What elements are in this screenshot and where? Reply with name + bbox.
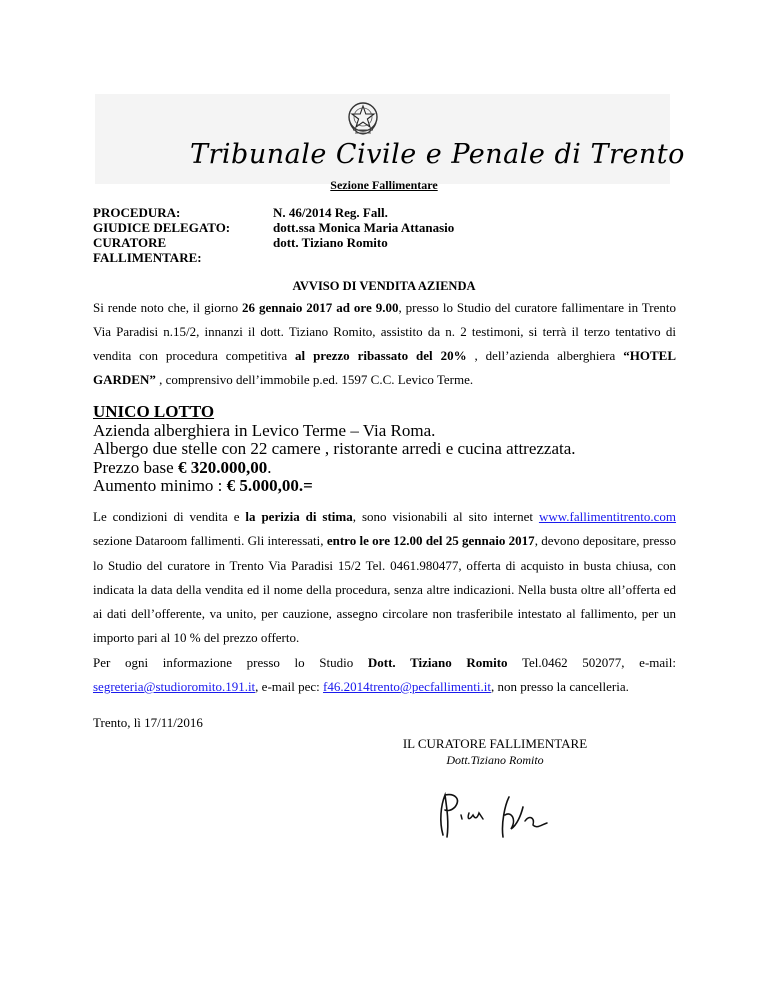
court-title: Tribunale Civile e Penale di Trento (190, 139, 685, 170)
notice-title: AVVISO DI VENDITA AZIENDA (292, 279, 476, 293)
curator-row (93, 235, 454, 265)
curator-label: CURATORE FALLIMENTARE: (93, 235, 202, 265)
email-link[interactable]: segreteria@studioromito.191.it (93, 679, 256, 694)
website-link[interactable]: www.fallimentitrento.com (538, 509, 677, 524)
judge-row (93, 220, 454, 235)
lot-line-1: Azienda alberghiera in Levico Terme – Via Roma. (93, 420, 436, 440)
judge-value: dott.ssa Monica Maria Attanasio (273, 220, 455, 235)
lot-price: Prezzo base € 320.000,00. (93, 457, 272, 477)
handwritten-signature (425, 785, 555, 845)
notice-paragraph: Si rende noto che, il giorno 26 gennaio 2017 ad ore 9.00, presso lo Studio del curatore fallimentare in Trento Via Paradisi n.15/2, innanzi il dott. Tiziano Romito, assistito da n. 2 testimoni, si terrà il terzo tentativo di vendita con procedura competitiva al prezzo ribassato del 20% , dell’azienda alberghiera “HOTEL GARDEN” , comprensivo dell’immobile p.ed. 1597 C.C. Levico Terme. (93, 300, 676, 387)
procedure-value: N. 46/2014 Reg. Fall. (273, 205, 388, 220)
lot-title: UNICO LOTTO (93, 402, 215, 421)
curator-value: dott. Tiziano Romito (273, 235, 388, 250)
judge-label: GIUDICE DELEGATO: (93, 220, 231, 235)
document-date: Trento, lì 17/11/2016 (93, 715, 203, 730)
signature-name: Dott.Tiziano Romito (446, 753, 544, 767)
procedure-row (93, 205, 454, 220)
procedure-details (93, 205, 454, 265)
lot-details (93, 403, 576, 496)
italian-emblem-icon (345, 99, 381, 137)
lot-increment: Aumento minimo : € 5.000,00.= (93, 476, 313, 495)
pec-email-link[interactable]: f46.2014trento@pecfallimenti.it (323, 679, 491, 694)
lot-line-2: Albergo due stelle con 22 camere , ristorante arredi e cucina attrezzata. (93, 439, 576, 458)
conditions-paragraph: Le condizioni di vendita e la perizia di stima, sono visionabili al sito internet www.fallimentitrento.com sezione Dataroom fallimenti. Gli interessati, entro le ore 12.00 del 25 gennaio 2017, devono depositare, presso lo Studio del curatore in Trento Via Paradisi 15/2 Tel. 0461.980477, offerta di acquisto in busta chiusa, con indicata la data della vendita ed il nome della procedura, senza altre indicazioni. Nella busta oltre all’offerta ed ai dati dell’offerente, va unito, per cauzione, assegno circolare non trasferibile intestato al fallimento, per un importo pari al 10 % del prezzo offerto. (93, 509, 677, 646)
procedure-label: PROCEDURA: (93, 205, 181, 220)
info-paragraph: Per ogni informazione presso lo Studio Dott. Tiziano Romito Tel.0462 502077, e-mail: segreteria@studioromito.191.it, e-mail pec: f46.2014trento@pecfallimenti.it, non presso la cancelleria. (93, 655, 676, 694)
signature-title: IL CURATORE FALLIMENTARE (402, 736, 588, 751)
section-title: Sezione Fallimentare (330, 178, 438, 192)
